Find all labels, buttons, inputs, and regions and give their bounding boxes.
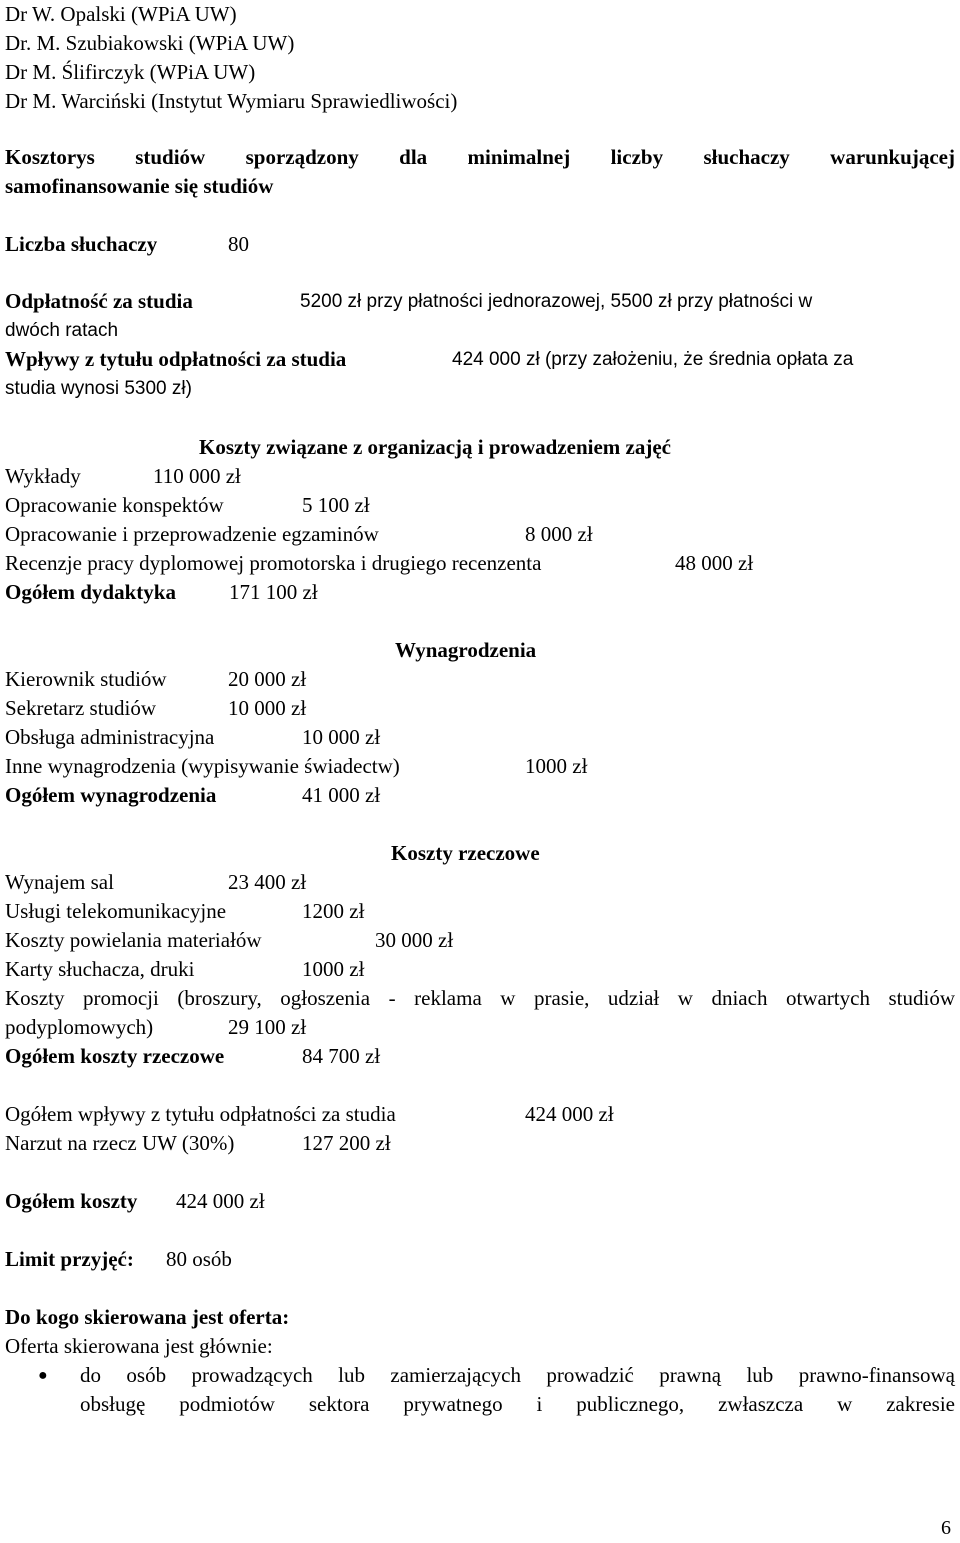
summary-koszty-value: 424 000 zł [176, 1189, 265, 1213]
summary-koszty-label: Ogółem koszty [5, 1189, 138, 1213]
total-value: 41 000 zł [302, 783, 381, 807]
author-line: Dr. M. Szubiakowski (WPiA UW) [5, 31, 295, 55]
material-cost-label: Koszty powielania materiałów [5, 928, 262, 952]
section-title-wynagrodzenia: Wynagrodzenia [395, 638, 537, 662]
cost-label: Recenzje pracy dyplomowej promotorska i drugiego recenzenta [5, 551, 542, 575]
cost-label: Wykłady [5, 464, 81, 488]
promocja-value: 29 100 zł [228, 1015, 307, 1039]
cost-label: Opracowanie i przeprowadzenie egzaminów [5, 522, 379, 546]
salary-value: 10 000 zł [302, 725, 381, 749]
summary-wplywy-label: Ogółem wpływy z tytułu odpłatności za studia [5, 1102, 396, 1126]
wplywy-label: Wpływy z tytułu odpłatności za studia [5, 347, 347, 371]
promocja-label: Koszty promocji (broszury, ogłoszenia - reklama w prasie, udział w dniach otwartych studiów [5, 986, 955, 1010]
oferta-heading: Do kogo skierowana jest oferta: [5, 1305, 290, 1329]
document-heading-line1: Kosztorys studiów sporządzony dla minimalnej liczby słuchaczy warunkującej [5, 145, 955, 169]
bullet-icon: ● [38, 1367, 48, 1384]
material-cost-label: Karty słuchacza, druki [5, 957, 195, 981]
limit-label: Limit przyjęć: [5, 1247, 134, 1271]
summary-narzut-label: Narzut na rzecz UW (30%) [5, 1131, 235, 1155]
author-line: Dr M. Warciński (Instytut Wymiaru Sprawiedliwości) [5, 89, 458, 113]
material-cost-value: 23 400 zł [228, 870, 307, 894]
material-cost-value: 1000 zł [302, 957, 365, 981]
salary-label: Kierownik studiów [5, 667, 167, 691]
wplywy-value: 424 000 zł (przy założeniu, że średnia opłata za [452, 349, 854, 370]
total-label: Ogółem wynagrodzenia [5, 783, 217, 807]
page-number: 6 [941, 1517, 951, 1539]
salary-label: Obsługa administracyjna [5, 725, 215, 749]
total-label: Ogółem dydaktyka [5, 580, 176, 604]
total-value: 84 700 zł [302, 1044, 381, 1068]
total-label: Ogółem koszty rzeczowe [5, 1044, 225, 1068]
salary-value: 10 000 zł [228, 696, 307, 720]
material-cost-value: 30 000 zł [375, 928, 454, 952]
author-line: Dr W. Opalski (WPiA UW) [5, 2, 237, 26]
author-line: Dr M. Ślifirczyk (WPiA UW) [5, 60, 256, 84]
material-cost-label: Usługi telekomunikacyjne [5, 899, 227, 923]
salary-value: 1000 zł [525, 754, 588, 778]
total-value: 171 100 zł [229, 580, 318, 604]
wplywy-value-cont: studia wynosi 5300 zł) [5, 378, 192, 399]
cost-value: 5 100 zł [302, 493, 370, 517]
section-title-koszty-rzeczowe: Koszty rzeczowe [391, 841, 540, 865]
cost-value: 110 000 zł [153, 464, 241, 488]
salary-label: Inne wynagrodzenia (wypisywanie świadectw) [5, 754, 400, 778]
liczba-value: 80 [228, 232, 249, 256]
material-cost-value: 1200 zł [302, 899, 365, 923]
oferta-bullet-line2: obsługę podmiotów sektora prywatnego i publicznego, zwłaszcza w zakresie [80, 1392, 955, 1416]
section-title-koszty-zajec: Koszty związane z organizacją i prowadzeniem zajęć [199, 435, 671, 459]
oferta-intro: Oferta skierowana jest głównie: [5, 1334, 273, 1358]
odplatnosc-value: 5200 zł przy płatności jednorazowej, 5500 zł przy płatności w [300, 291, 813, 312]
liczba-label: Liczba słuchaczy [5, 232, 158, 256]
cost-value: 48 000 zł [675, 551, 754, 575]
summary-wplywy-value: 424 000 zł [525, 1102, 614, 1126]
document-heading-line2: samofinansowanie się studiów [5, 174, 274, 198]
salary-label: Sekretarz studiów [5, 696, 157, 720]
promocja-label-cont: podyplomowych) [5, 1015, 154, 1039]
summary-narzut-value: 127 200 zł [302, 1131, 391, 1155]
cost-value: 8 000 zł [525, 522, 593, 546]
material-cost-label: Wynajem sal [5, 870, 114, 894]
salary-value: 20 000 zł [228, 667, 307, 691]
limit-value: 80 osób [166, 1247, 232, 1271]
cost-label: Opracowanie konspektów [5, 493, 224, 517]
odplatnosc-value-cont: dwóch ratach [5, 320, 119, 341]
oferta-bullet-line1: do osób prowadzących lub zamierzających prowadzić prawną lub prawno-finansową [80, 1363, 955, 1387]
odplatnosc-label: Odpłatność za studia [5, 289, 193, 313]
